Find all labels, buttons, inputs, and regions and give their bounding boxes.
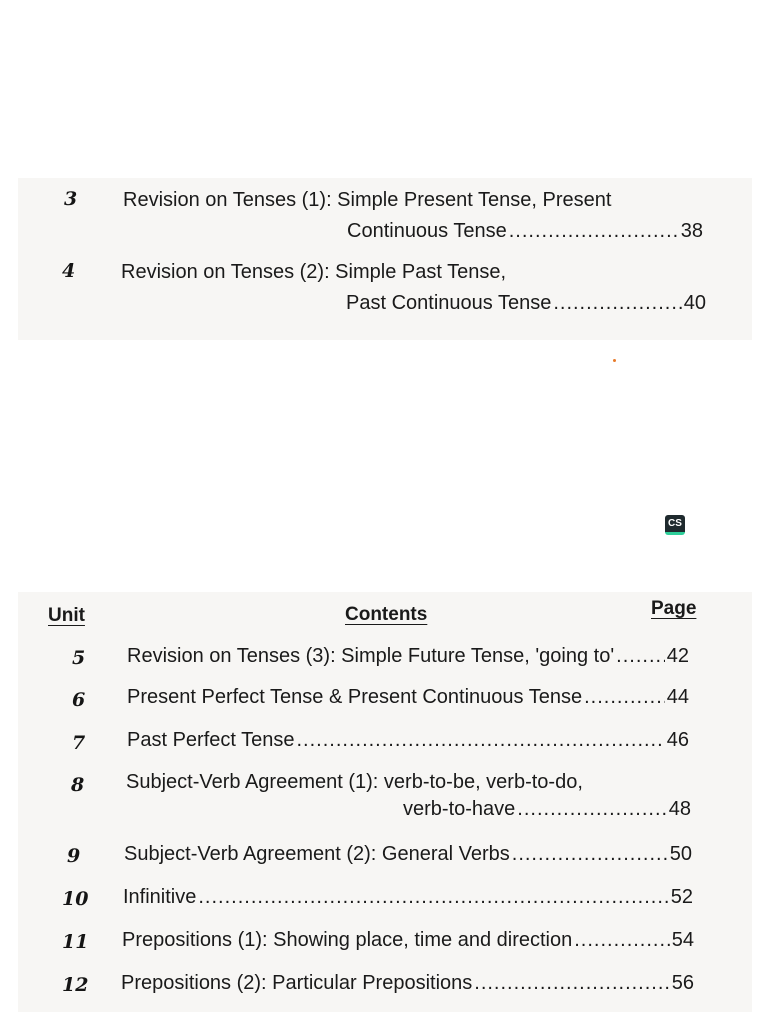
- unit-number: 7: [72, 732, 86, 754]
- toc-entry-line: [403, 798, 691, 821]
- unit-number: 3: [64, 188, 78, 210]
- page-number: 38: [680, 220, 703, 242]
- dot-leader: [616, 645, 665, 668]
- page-number: 56: [671, 972, 694, 994]
- orange-speck: [613, 359, 616, 362]
- toc-entry-line: [123, 886, 693, 909]
- dot-leader: [584, 686, 665, 709]
- entry-title: Past Perfect Tense: [127, 729, 295, 751]
- dot-leader: [517, 798, 666, 821]
- unit-column-header: Unit: [48, 605, 85, 626]
- toc-entry-line: [121, 972, 694, 995]
- entry-title-line2: Past Continuous Tense: [346, 292, 552, 314]
- entry-title: Prepositions (2): Particular Prepositions: [121, 972, 473, 994]
- entry-title: Present Perfect Tense & Present Continuous Tense: [127, 686, 583, 708]
- page-number: 48: [668, 798, 691, 820]
- toc-entry-line: [346, 292, 706, 315]
- toc-entry-line: [127, 645, 689, 668]
- toc-scan-bottom: [18, 592, 752, 1012]
- entry-title-line2: Continuous Tense: [347, 220, 507, 242]
- entry-title: Infinitive: [123, 886, 197, 908]
- page-number: 44: [666, 686, 689, 708]
- page-number: 42: [666, 645, 689, 667]
- page-number: 54: [671, 929, 694, 951]
- toc-entry-line: [122, 929, 694, 952]
- entry-title: Prepositions (1): Showing place, time and direction: [122, 929, 573, 951]
- contents-column-header: Contents: [345, 604, 428, 625]
- entry-title-line1: Revision on Tenses (1): Simple Present Tense, Present: [123, 189, 612, 211]
- entry-title-line1: Subject-Verb Agreement (1): verb-to-be, verb-to-do,: [126, 771, 583, 793]
- page-number: 50: [669, 843, 692, 865]
- page-number: 52: [670, 886, 693, 908]
- toc-entry-line: [127, 686, 689, 709]
- page-number: 46: [666, 729, 689, 751]
- entry-title: Subject-Verb Agreement (2): General Verbs: [124, 843, 510, 865]
- page-column-header: Page: [651, 598, 697, 619]
- entry-title: Revision on Tenses (3): Simple Future Tense, 'going to': [127, 645, 615, 667]
- unit-number: 9: [67, 845, 81, 867]
- unit-number: 11: [62, 931, 89, 953]
- unit-number: 6: [72, 689, 86, 711]
- dot-leader: [509, 220, 679, 243]
- toc-entry-line: [127, 729, 689, 752]
- toc-entry-line: [124, 843, 692, 866]
- unit-number: 8: [71, 774, 85, 796]
- dot-leader: [574, 929, 670, 952]
- camscanner-logo-icon: CS: [665, 515, 685, 535]
- toc-scan-top: [18, 178, 752, 340]
- unit-number: 5: [72, 647, 86, 669]
- dot-leader: [198, 886, 668, 909]
- unit-number: 10: [62, 888, 89, 910]
- dot-leader: [553, 292, 681, 315]
- entry-title-line1: Revision on Tenses (2): Simple Past Tense,: [121, 261, 507, 283]
- dot-leader: [512, 843, 668, 866]
- entry-title-line2: verb-to-have: [403, 798, 516, 820]
- unit-number: 4: [62, 260, 76, 282]
- unit-number: 12: [62, 974, 89, 996]
- dot-leader: [474, 972, 669, 995]
- page-number: 40: [683, 292, 706, 314]
- dot-leader: [297, 729, 665, 752]
- toc-entry-line: [347, 220, 703, 243]
